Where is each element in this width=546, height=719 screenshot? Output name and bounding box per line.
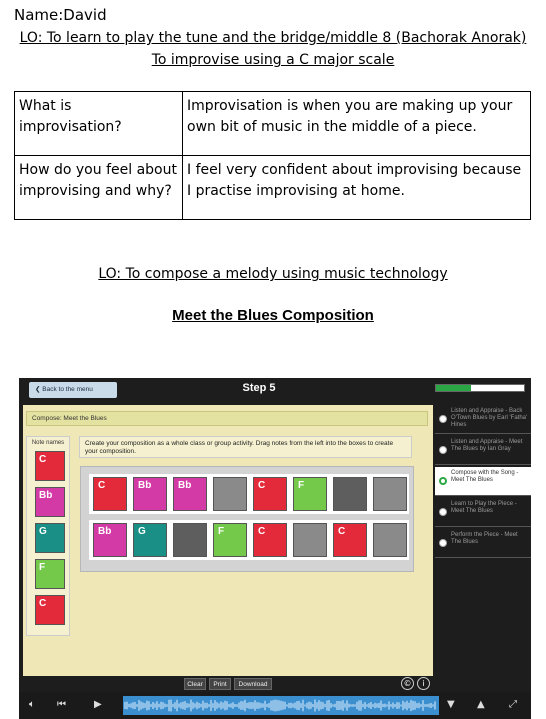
sidebar-step-item[interactable]: [435, 529, 531, 558]
student-name: Name:David: [14, 6, 107, 24]
radio-icon: [439, 477, 447, 485]
radio-icon: [439, 508, 447, 516]
note-slot[interactable]: C: [333, 523, 367, 557]
note-slot[interactable]: [293, 523, 327, 557]
radio-icon: [439, 415, 447, 423]
note-slot[interactable]: [173, 523, 207, 557]
note-slot[interactable]: F: [293, 477, 327, 511]
table-row: [15, 156, 531, 220]
note-slot[interactable]: Bb: [173, 477, 207, 511]
sidebar-step-item[interactable]: [435, 467, 531, 496]
note-slot[interactable]: [373, 523, 407, 557]
print-button[interactable]: Print: [209, 678, 231, 690]
note-tile[interactable]: F: [35, 559, 65, 589]
learning-objective-1-line2: To improvise using a C major scale: [151, 52, 395, 68]
sidebar-step-item[interactable]: [435, 498, 531, 527]
compose-panel: [23, 405, 433, 676]
note-slot[interactable]: C: [253, 477, 287, 511]
fullscreen-icon[interactable]: ⤢: [509, 699, 517, 710]
chevron-up-icon[interactable]: ▲: [477, 699, 485, 710]
sidebar-step-item[interactable]: [435, 405, 531, 434]
info-icon[interactable]: i: [417, 677, 430, 690]
sidebar-step-label: Perform the Piece - Meet The Blues: [451, 532, 518, 545]
volume-icon[interactable]: 🔈︎: [29, 699, 35, 710]
step-title: Step 5: [242, 382, 276, 394]
answer-cell: I feel very confident about improvising because I practise improvising at home.: [183, 156, 531, 220]
grid-row: [89, 474, 409, 514]
composition-grid: [80, 466, 414, 572]
section-header: Compose: Meet the Blues: [26, 411, 428, 426]
note-tile[interactable]: G: [35, 523, 65, 553]
audio-player: [19, 692, 531, 719]
question-cell: What is improvisation?: [15, 92, 183, 156]
download-button[interactable]: Download: [234, 678, 272, 690]
note-slot[interactable]: Bb: [133, 477, 167, 511]
grid-row: [89, 520, 409, 560]
note-slot[interactable]: Bb: [93, 523, 127, 557]
note-names-title: Note names: [31, 440, 65, 446]
qa-table: [14, 91, 531, 220]
instructions-text: Create your composition as a whole class or group activity. Drag notes from the left into the boxes to create your composition.: [79, 436, 412, 458]
note-slot[interactable]: [213, 477, 247, 511]
sidebar-step-label: Listen and Appraise - Back O'Town Blues by Earl 'Fatha' Hines: [451, 408, 528, 428]
play-icon[interactable]: ▶: [94, 699, 102, 710]
note-tile[interactable]: Bb: [35, 487, 65, 517]
chevron-down-icon[interactable]: ▼: [447, 699, 455, 710]
sidebar-step-label: Listen and Appraise - Meet The Blues by Ian Gray: [451, 439, 523, 452]
back-to-menu-button[interactable]: ❮ Back to the menu: [29, 382, 117, 398]
answer-cell: Improvisation is when you are making up your own bit of music in the middle of a piece.: [183, 92, 531, 156]
app-top-bar: [19, 378, 531, 402]
learning-objective-1: LO: To learn to play the tune and the bridge/middle 8 (Bachorak Anorak): [19, 30, 527, 46]
progress-bar: [435, 384, 525, 392]
sidebar-step-item[interactable]: [435, 436, 531, 465]
sidebar-step-label: Compose with the Song - Meet The Blues: [451, 470, 519, 483]
skip-back-icon[interactable]: ⏮︎: [57, 699, 66, 710]
sidebar-step-label: Learn to Play the Piece - Meet The Blues: [451, 501, 517, 514]
note-slot[interactable]: [373, 477, 407, 511]
waveform[interactable]: [123, 696, 439, 715]
copyright-icon[interactable]: ©: [401, 677, 414, 690]
question-cell: How do you feel about improvising and why?: [15, 156, 183, 220]
composition-title: Meet the Blues Composition: [172, 307, 374, 324]
music-app-screenshot: [19, 378, 531, 719]
table-row: [15, 92, 531, 156]
chevron-left-icon: ❮: [35, 386, 43, 393]
steps-sidebar: [435, 405, 531, 676]
clear-button[interactable]: Clear: [184, 678, 206, 690]
progress-fill: [436, 385, 471, 391]
radio-icon: [439, 446, 447, 454]
learning-objective-2: LO: To compose a melody using music technology: [98, 266, 448, 282]
note-slot[interactable]: F: [213, 523, 247, 557]
waveform-graphic: [123, 696, 439, 715]
radio-icon: [439, 539, 447, 547]
note-slot[interactable]: G: [133, 523, 167, 557]
note-tile[interactable]: C: [35, 595, 65, 625]
note-tile[interactable]: C: [35, 451, 65, 481]
note-slot[interactable]: C: [253, 523, 287, 557]
note-names-panel: [26, 436, 70, 636]
note-slot[interactable]: [333, 477, 367, 511]
note-slot[interactable]: C: [93, 477, 127, 511]
